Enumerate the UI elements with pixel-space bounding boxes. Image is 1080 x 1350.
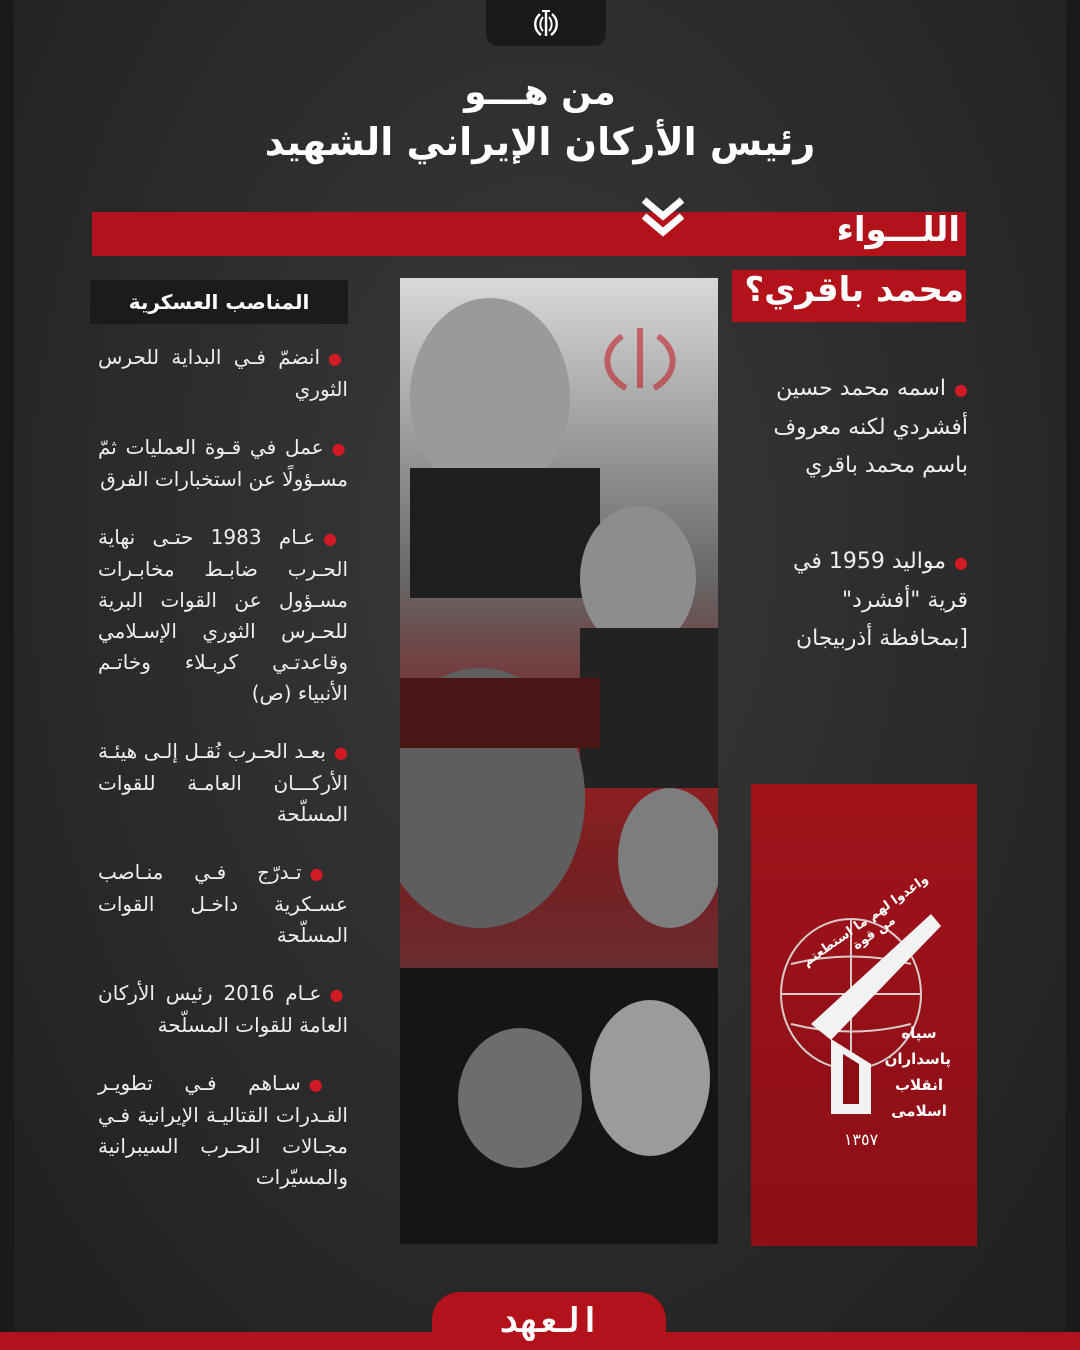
bio-facts (756, 370, 968, 716)
emblem-tab (486, 0, 606, 46)
rank-banner (92, 212, 966, 256)
list-item (98, 857, 348, 951)
list-item-text: تـدرّج فـي منـاصب عسـكرية داخـل القوات المسلّحة (98, 860, 348, 947)
fact-text: مواليد 1959 في قرية "أفشرد" [بمحافظة أذربيجان (793, 549, 968, 651)
emblem-year: ١٣٥٧ (843, 1130, 879, 1149)
bullet-icon: ● (323, 529, 348, 548)
list-item (98, 1068, 348, 1193)
list-item (98, 342, 348, 405)
bullet-icon: ● (328, 349, 348, 368)
rank-label: اللـــواء (836, 210, 960, 250)
emblem-motto: واعدوا لهم ما استطعتم من قوة (800, 871, 932, 970)
list-item (98, 432, 348, 495)
list-item-text: انضمّ فـي البداية للحرس الثوري (98, 345, 348, 401)
bullet-icon: ● (954, 380, 968, 399)
irgc-emblem-card (751, 784, 977, 1246)
collage-flag-emblem (400, 278, 718, 1244)
logo-text: العهد (497, 1301, 601, 1341)
title-line-2: رئيس الأركان الإيراني الشهيد (264, 120, 816, 164)
bullet-icon: ● (954, 553, 968, 572)
bullet-icon: ● (309, 864, 348, 883)
title-line-1: من هـــو (464, 72, 616, 113)
photo-collage (400, 278, 718, 1244)
irgc-emblem-icon (751, 784, 977, 1246)
list-item (756, 370, 968, 485)
bullet-icon: ● (308, 1075, 348, 1094)
fact-text: اسمه محمد حسين أفشردي لكنه معروف باسم محمد باقري (773, 376, 968, 478)
positions-heading: المناصب العسكرية (90, 280, 348, 324)
iran-emblem-icon (529, 6, 563, 40)
list-item (756, 543, 968, 658)
list-item (98, 978, 348, 1041)
bullet-icon: ● (329, 985, 348, 1004)
positions-list (98, 342, 348, 1220)
list-item (98, 736, 348, 830)
bullet-icon: ● (333, 743, 349, 762)
list-item-text: عمل في قـوة العمليات ثمّ مسـؤولًا عن استخبارات الفرق (98, 435, 348, 491)
emblem-label: سپاه پاسداران انقلاب اسلامی (884, 1024, 951, 1120)
list-item-text: سـاهم فـي تطويـر القـدرات القتاليـة الإيرانية فـي مجـالات الحـرب السيبرانية والمسيّرات (98, 1071, 348, 1189)
list-item-text: عـام 1983 حتـى نهاية الحـرب ضابـط مخابـرات مسـؤول عن القوات البرية للحـرس الثوري الإسـلامي وقاعدتـي كربـلاء وخاتـم الأنبياء (ص) (98, 525, 348, 705)
profile-name: محمد باقري؟ (744, 270, 964, 310)
list-item (98, 522, 348, 709)
list-item-text: بعـد الحـرب نُقـل إلـى هيئـة الأركـــان العامـة للقوات المسلّحة (98, 739, 348, 826)
chevron-down-icon (640, 196, 686, 240)
bullet-icon: ● (331, 439, 348, 458)
list-item-text: عـام 2016 رئيس الأركان العامة للقوات المسلّحة (98, 981, 348, 1037)
brand-logo (432, 1292, 666, 1350)
